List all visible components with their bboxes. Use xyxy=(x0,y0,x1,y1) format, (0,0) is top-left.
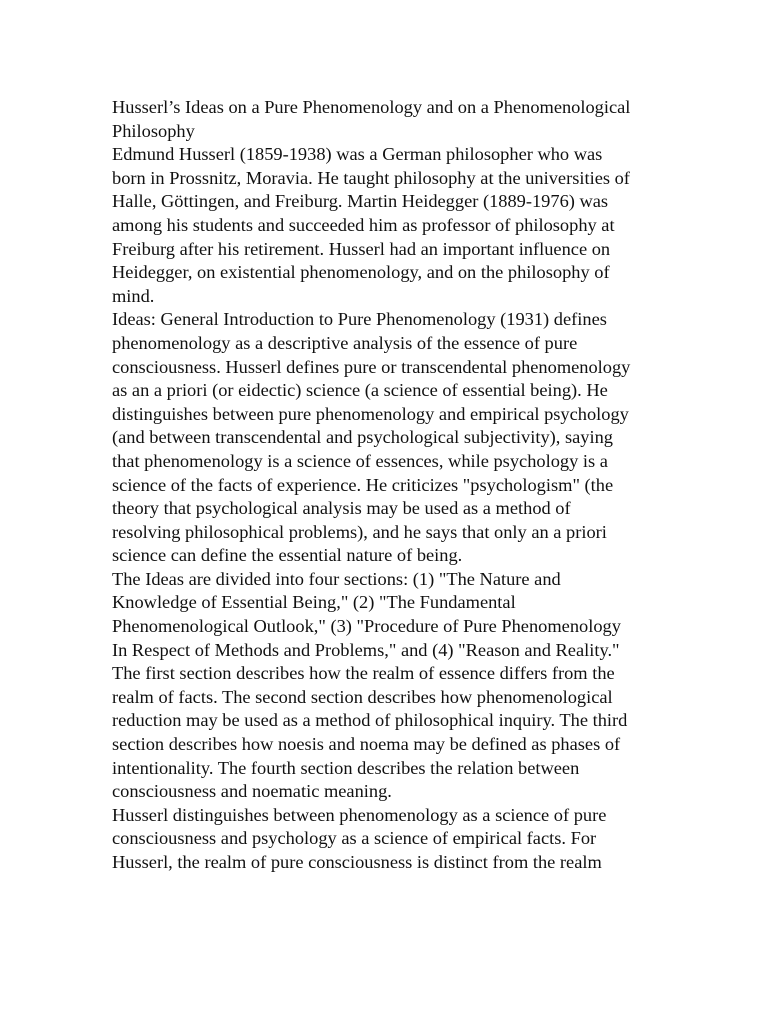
paragraph-3: The Ideas are divided into four sections: (1) "The Nature and Knowledge of Essential Being," (2) "The Fundamental Phenomenological Outlook," (3) "Procedure of Pure Phenomenology In Respect of Methods and Problems," and (4) "Reason and Reality." The first section describes how the realm of essence differs from the realm of facts. The second section describes how phenomenological reduction may be used as a method of philosophical inquiry. The third section describes how noesis and noema may be defined as phases of intentionality. The fourth section describes the relation between consciousness and noematic meaning. xyxy=(112,568,628,802)
paragraph-1: Edmund Husserl (1859-1938) was a German philosopher who was born in Prossnitz, Moravia. He taught philosophy at the universities of Halle, Göttingen, and Freiburg. Martin Heidegger (1889-1976) was among his students and succeeded him as professor of philosophy at Freiburg after his retirement. Husserl had an important influence on Heidegger, on existential phenomenology, and on the philosophy of mind. xyxy=(112,144,630,306)
document-title: Husserl’s Ideas on a Pure Phenomenology and on a Phenomenological Philosophy xyxy=(112,97,631,141)
document-body xyxy=(112,96,638,875)
paragraph-4: Husserl distinguishes between phenomenology as a science of pure consciousness and psychology as a science of empirical facts. For Husserl, the realm of pure consciousness is distinct from the realm xyxy=(112,804,607,872)
paragraph-2: Ideas: General Introduction to Pure Phenomenology (1931) defines phenomenology as a descriptive analysis of the essence of pure consciousness. Husserl defines pure or transcendental phenomenology as an a priori (or eidectic) science (a science of essential being). He distinguishes between pure phenomenology and empirical psychology (and between transcendental and psychological subjectivity), saying that phenomenology is a science of essences, while psychology is a science of the facts of experience. He criticizes "psychologism" (the theory that psychological analysis may be used as a method of resolving philosophical problems), and he says that only an a priori science can define the essential nature of being. xyxy=(112,309,631,566)
